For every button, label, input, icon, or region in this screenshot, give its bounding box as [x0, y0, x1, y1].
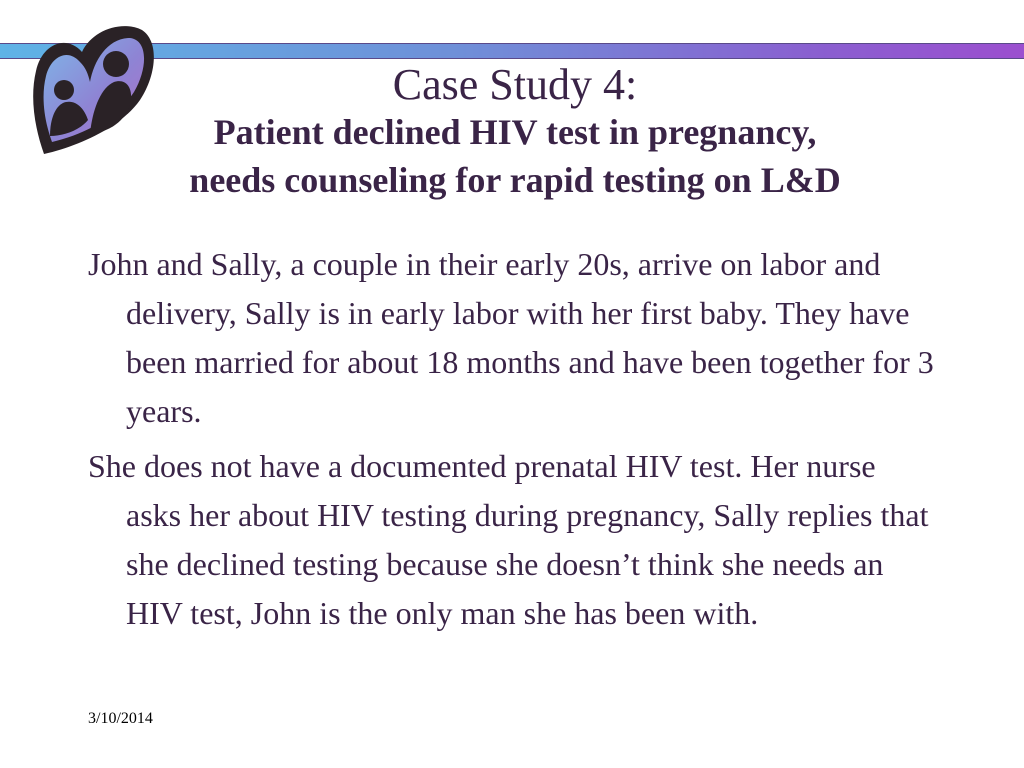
title-case-study: Case Study 4: — [392, 60, 638, 109]
title-subtitle-line-1: Patient declined HIV test in pregnancy, — [213, 112, 817, 152]
body-paragraph: John and Sally, a couple in their early 20s, arrive on labor and delivery, Sally is in early labor with her first baby. They have been married for about 18 months and have been together for 3 years. — [88, 246, 934, 429]
footer-date: 3/10/2014 — [88, 710, 153, 727]
body-paragraph: She does not have a documented prenatal HIV test. Her nurse asks her about HIV testing during pregnancy, Sally replies that she declined testing because she doesn’t think she needs an HIV test, John is the only man she has been with. — [88, 448, 929, 631]
slide-title — [80, 62, 950, 204]
title-subtitle-line-2: needs counseling for rapid testing on L&D — [189, 160, 841, 200]
slide-body — [88, 240, 938, 644]
